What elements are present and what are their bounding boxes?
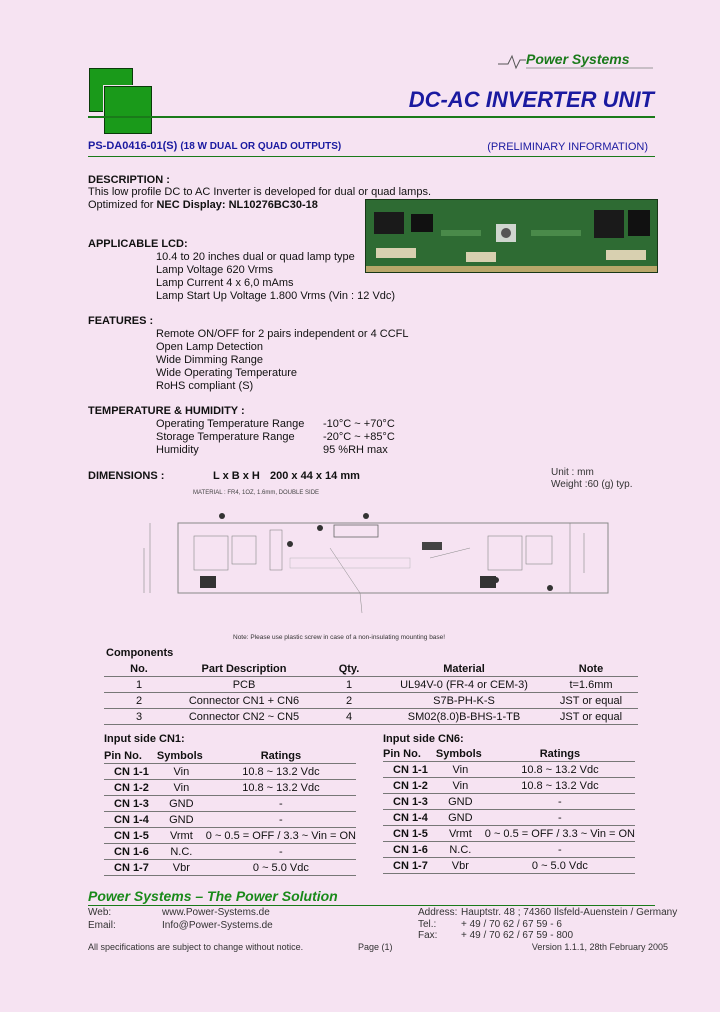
feature-item: Open Lamp Detection [156,341,264,353]
feature-item: Wide Operating Temperature [156,367,298,379]
pcb-photo [365,199,658,273]
temp-value: -20°C ~ +85°C [323,431,395,443]
nec-display: NEC Display: NL10276BC30-18 [156,199,318,211]
feature-item: Remote ON/OFF for 2 pairs independent or 4 CCFL [156,328,409,340]
product-subtitle [88,140,341,152]
description-heading: DESCRIPTION : [88,174,170,186]
table-header-row [104,661,638,677]
temp-value: -10°C ~ +70°C [323,418,395,430]
subtitle-rule [88,156,655,157]
feature-item: Wide Dimming Range [156,354,263,366]
column-header: Ratings [206,748,356,764]
table-row: CN 1-1 Vin 10.8 ~ 13.2 Vdc [383,762,635,778]
dimensions-heading: DIMENSIONS : [88,470,165,482]
email-label: Email: [88,920,116,931]
page-title: DC-AC INVERTER UNIT [408,87,654,112]
web-label: Web: [88,907,112,918]
table-row: CN 1-5 Vrmt 0 ~ 0.5 = OFF / 3.3 ~ Vin = ON [104,828,356,844]
lbh-value: 200 x 44 x 14 mm [270,470,360,482]
preliminary-label: (PRELIMINARY INFORMATION) [487,141,648,153]
logo-text: Power Systems [526,51,630,67]
table-row: CN 1-2 Vin 10.8 ~ 13.2 Vdc [104,780,356,796]
logo-square-front [104,86,152,134]
cn6-table [383,746,635,874]
table-row: CN 1-7 Vbr 0 ~ 5.0 Vdc [383,858,635,874]
components-heading: Components [106,647,174,659]
brand-logo [498,50,658,72]
table-row: CN 1-1 Vin 10.8 ~ 13.2 Vdc [104,764,356,780]
product-code: PS-DA0416-01(S) [88,140,178,152]
temp-label: Humidity [156,444,199,456]
pcb-board-image [366,200,657,272]
cn1-heading: Input side CN1: [104,733,185,745]
fax-value: + 49 / 70 62 / 67 59 - 800 [461,930,574,941]
column-header: Part Description [174,661,314,677]
page-number: Page (1) [358,942,393,952]
tel-label: Tel.: [418,919,437,930]
table-row: 3 Connector CN2 ~ CN5 4 SM02(8.0)B-BHS-1-TB JST or equal [104,709,638,725]
table-row: CN 1-2 Vin 10.8 ~ 13.2 Vdc [383,778,635,794]
table-row: CN 1-7 Vbr 0 ~ 5.0 Vdc [104,860,356,876]
column-header: Ratings [485,746,635,762]
feature-item: RoHS compliant (S) [156,380,254,392]
tel-value: + 49 / 70 62 / 67 59 - 6 [461,919,562,930]
address-label: Address: [418,907,458,918]
temp-label: Storage Temperature Range [156,431,295,443]
fax-label: Fax: [418,930,438,941]
table-row: CN 1-6 N.C. - [383,842,635,858]
column-header: Note [544,661,638,677]
disclaimer: All specifications are subject to change without notice. [88,942,304,952]
components-table [104,661,638,725]
table-row: 2 Connector CN1 + CN6 2 S7B-PH-K-S JST or equal [104,693,638,709]
product-desc: (18 W DUAL OR QUAD OUTPUTS) [180,141,342,152]
column-header: No. [104,661,174,677]
applicable-lcd-heading: APPLICABLE LCD: [88,238,188,250]
features-heading: FEATURES : [88,315,154,327]
cn6-heading: Input side CN6: [383,733,464,745]
column-header: Material [384,661,544,677]
table-header-row [104,748,356,764]
email-link[interactable]: Info@Power-Systems.de [162,920,273,931]
footer-rule [88,905,655,906]
table-row: CN 1-3 GND - [104,796,356,812]
lbh-label: L x B x H [213,470,260,482]
column-header: Pin No. [104,748,157,764]
table-row: 1 PCB 1 UL94V-0 (FR-4 or CEM-3) t=1.6mm [104,677,638,693]
unit-label: Unit : mm [551,467,594,478]
column-header: Symbols [157,748,206,764]
lcd-line: Lamp Current 4 x 6,0 mAms [156,277,294,289]
table-row: CN 1-4 GND - [383,810,635,826]
table-row: CN 1-3 GND - [383,794,635,810]
table-row: CN 1-6 N.C. - [104,844,356,860]
title-rule [88,116,655,118]
table-row: CN 1-4 GND - [104,812,356,828]
description-line1: This low profile DC to AC Inverter is developed for dual or quad lamps. [88,186,431,198]
temp-value: 95 %RH max [323,444,388,456]
table-header-row [383,746,635,762]
column-header: Qty. [314,661,384,677]
version-info: Version 1.1.1, 28th February 2005 [531,942,668,952]
lcd-line: 10.4 to 20 inches dual or quad lamp type [156,251,355,263]
drawing-note: MATERIAL : FR4, 1OZ, 1.6mm, DOUBLE SIDE [193,490,320,496]
column-header: Pin No. [383,746,436,762]
temp-label: Operating Temperature Range [156,418,305,430]
dimension-drawing [130,488,616,638]
temperature-heading: TEMPERATURE & HUMIDITY : [88,405,245,417]
web-link[interactable]: www.Power-Systems.de [162,907,270,918]
dimension-note: Note: Please use plastic screw in case of a non-insulating mounting base! [233,634,446,641]
column-header: Symbols [436,746,485,762]
address-value: Hauptstr. 48 ; 74360 Ilsfeld-Auenstein / Germany [461,907,678,918]
description-line2: Optimized for NEC Display: NL10276BC30-18 [88,199,318,211]
weight-label: Weight :60 (g) typ. [551,479,633,490]
footer-brand: Power Systems – The Power Solution [88,888,338,904]
cn1-table [104,748,356,876]
lcd-line: Lamp Start Up Voltage 1.800 Vrms (Vin : 12 Vdc) [156,290,396,302]
table-row: CN 1-5 Vrmt 0 ~ 0.5 = OFF / 3.3 ~ Vin = ON [383,826,635,842]
lcd-line: Lamp Voltage 620 Vrms [156,264,273,276]
